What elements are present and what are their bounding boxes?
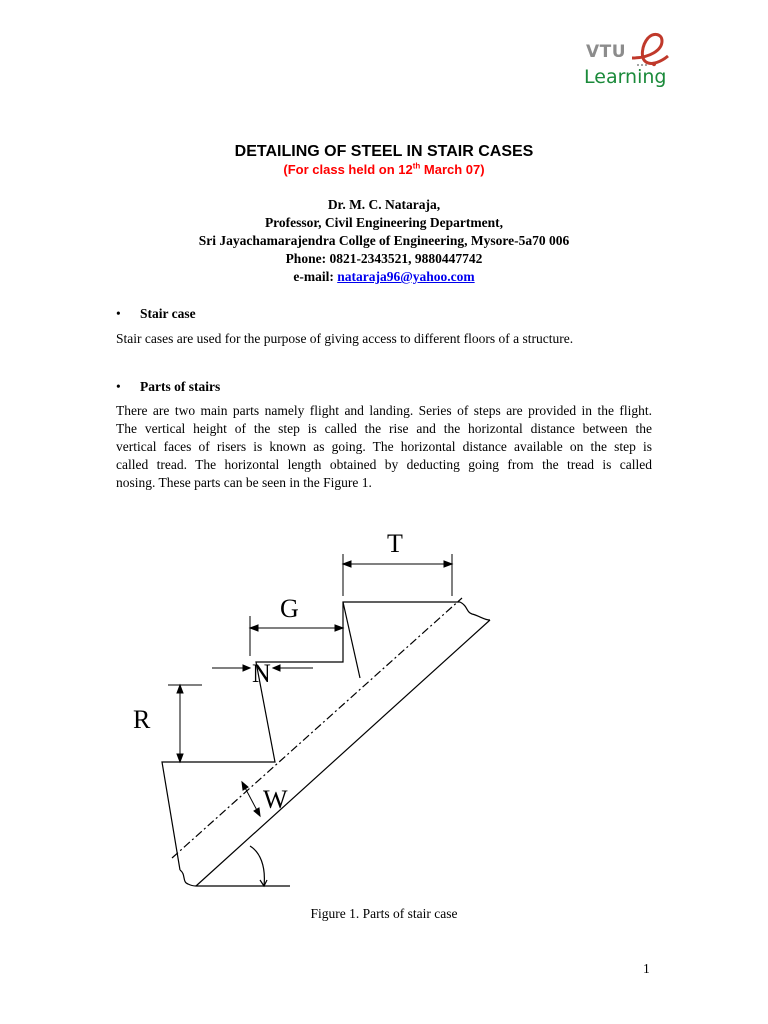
subtitle-superscript: th xyxy=(412,161,421,171)
figure-caption: Figure 1. Parts of stair case xyxy=(310,906,458,921)
bullet-icon: • xyxy=(116,379,121,394)
label-waist: W xyxy=(263,785,288,814)
section-heading-text: Parts of stairs xyxy=(140,379,221,394)
label-tread: T xyxy=(387,529,403,558)
author-phone: Phone: 0821-2343521, 9880447742 xyxy=(285,251,483,266)
vtu-elearning-logo xyxy=(580,28,680,92)
bullet-icon: • xyxy=(116,306,121,321)
email-label: e-mail: xyxy=(293,269,338,284)
angle-arrow xyxy=(260,880,267,886)
nosing-slant xyxy=(343,602,360,678)
paragraph-line: vertical faces of risers is known as going. The horizontal distance available on the step is xyxy=(116,439,652,454)
label-rise: R xyxy=(133,705,151,734)
break-line-bottom xyxy=(180,870,196,886)
step-profile xyxy=(162,602,460,870)
stair-diagram-svg xyxy=(133,520,520,900)
stair-diagram xyxy=(133,520,520,900)
break-line-top xyxy=(460,602,490,620)
author-position: Professor, Civil Engineering Department, xyxy=(264,215,504,230)
subtitle-prefix: (For class held on 12 xyxy=(283,162,413,177)
section-paragraph-parts-of-stairs xyxy=(116,402,652,492)
label-nosing: N xyxy=(252,659,271,688)
author-block xyxy=(0,196,768,286)
page-number: 1 xyxy=(643,961,650,976)
section-heading-parts-of-stairs xyxy=(116,379,220,395)
page-subtitle xyxy=(0,162,768,177)
email-link[interactable]: nataraja96@yahoo.com xyxy=(337,269,475,284)
paragraph-line: called tread. The horizontal length obtained by deducting going from the tread is called xyxy=(116,457,652,472)
author-email-line xyxy=(0,268,768,286)
author-institution: Sri Jayachamarajendra Collge of Engineering, Mysore-5a70 006 xyxy=(198,233,570,248)
logo-vtu-text: VTU xyxy=(586,42,627,62)
paragraph-line: nosing. These parts can be seen in the Figure 1. xyxy=(116,475,372,490)
page-title: DETAILING OF STEEL IN STAIR CASES xyxy=(234,143,534,160)
section-heading-stair-case xyxy=(116,306,196,322)
center-line xyxy=(172,598,462,858)
subtitle-suffix: March 07) xyxy=(420,162,485,177)
logo-learning-text: Learning xyxy=(584,66,667,88)
author-name: Dr. M. C. Nataraja, xyxy=(327,197,441,212)
paragraph-line: The vertical height of the step is called the rise and the horizontal distance between the xyxy=(116,421,652,436)
paragraph-line: There are two main parts namely flight and landing. Series of steps are provided in the flight. xyxy=(116,403,652,418)
section-heading-text: Stair case xyxy=(140,306,196,321)
section-paragraph-stair-case: Stair cases are used for the purpose of giving access to different floors of a structure. xyxy=(116,331,574,346)
angle-arc xyxy=(250,846,264,886)
label-going: G xyxy=(280,594,299,623)
